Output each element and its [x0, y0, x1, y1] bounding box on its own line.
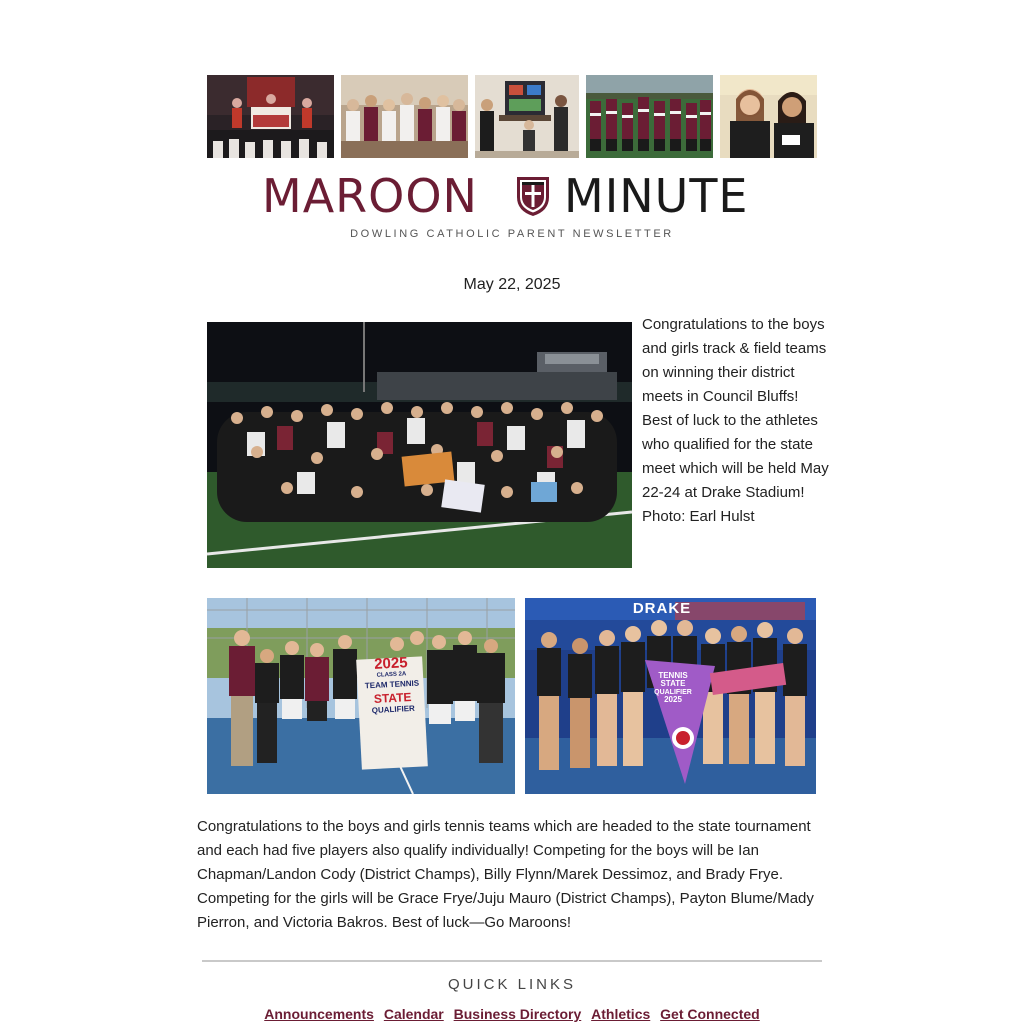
girls-state-qualifier-banner	[647, 672, 699, 705]
header-photo-science	[475, 75, 579, 158]
masthead-title-right: MINUTE	[564, 169, 749, 223]
mass-photo-icon	[207, 75, 334, 158]
boys-banner-line1: TEAM TENNIS	[364, 678, 420, 691]
girls-banner-year: 2025	[664, 695, 682, 705]
science-fair-photo-icon	[475, 75, 579, 158]
track-caption: Congratulations to the boys and girls track & field teams on winning their district meets in Council Bluffs! Best of luck to the athletes who qualified for the state meet which will be held May 22-24 at Drake Stadium! Photo: Earl Hulst	[642, 316, 829, 525]
drake-backdrop-text: DRAKE	[632, 600, 692, 617]
quick-links-nav	[0, 1006, 1024, 1022]
quick-link-athletics[interactable]: Athletics	[591, 1006, 651, 1022]
girls-banner-line2: STATE	[660, 679, 686, 689]
boys-banner-line3: QUALIFIER	[371, 703, 416, 716]
track-team-photo	[207, 322, 632, 568]
section-divider	[202, 960, 822, 962]
header-photo-mass	[207, 75, 334, 158]
header-photo-volleyball	[341, 75, 468, 158]
quick-links-title: QUICK LINKS	[447, 976, 577, 993]
header-photo-students	[720, 75, 817, 158]
boys-banner-year: 2025	[373, 654, 408, 673]
quick-link-business-directory[interactable]: Business Directory	[453, 1006, 582, 1022]
quick-link-get-connected[interactable]: Get Connected	[660, 1006, 760, 1022]
school-crest-icon	[515, 175, 551, 217]
tennis-story-text: Congratulations to the boys and girls tennis teams which are headed to the state tournament and each had five players also qualify individually! Competing for the boys will be Ian Chapman/Landon Cody (District Champs), Billy Flynn/Marek Dessimoz, and Brady Frye. Competing for the girls will be Grace Frye/Juju Mauro (District Champs), Payton Blume/Mady Pierron, and Victoria Bakros. Best of luck—Go Maroons!	[197, 818, 814, 931]
girls-banner-line3: QUALIFIER	[654, 688, 692, 696]
quick-link-calendar[interactable]: Calendar	[383, 1006, 444, 1022]
boys-banner-class: CLASS 2A	[376, 671, 407, 679]
volleyball-team-photo-icon	[341, 75, 468, 158]
students-smiling-photo-icon	[720, 75, 817, 158]
header-photo-band	[586, 75, 713, 158]
newsletter-subtitle: DOWLING CATHOLIC PARENT NEWSLETTER	[350, 228, 674, 240]
masthead-title-left: MAROON	[262, 169, 478, 223]
girls-banner-line1: TENNIS	[658, 671, 688, 680]
marching-band-photo-icon	[586, 75, 713, 158]
track-team-photo-icon	[207, 322, 632, 568]
boys-state-qualifier-banner	[356, 654, 429, 716]
boys-banner-line2: STATE	[373, 690, 412, 706]
masthead	[0, 168, 1024, 224]
quick-link-announcements[interactable]: Announcements	[264, 1006, 374, 1022]
issue-date: May 22, 2025	[463, 276, 561, 293]
